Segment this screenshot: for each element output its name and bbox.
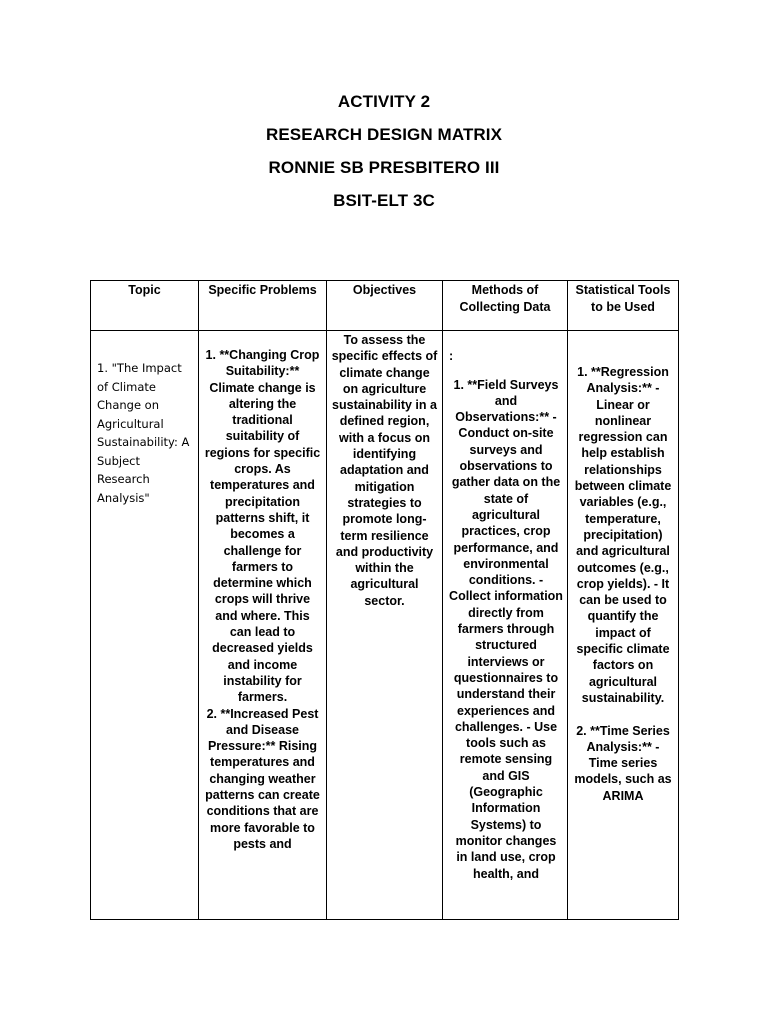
methods-text: 1. **Field Surveys and Observations:** - Conduct on-site surveys and observations to gather data on the state of agricultural practices, crop performance, and environmental conditions. - Collect information directly from farmers through structured interviews or questionnaires to understand their experiences and challenges. - Use tools such as remote sensing and GIS (Geographic Information Systems) to monitor changes in land use, crop health, and (449, 377, 563, 881)
cell-statistical-tools: 1. **Regression Analysis:** - Linear or nonlinear regression can help establish relationships between climate variables (e.g., temperature, precipitation) and agricultural outcomes (e.g., crop yields). - It can be used to quantify the impact of specific climate factors on agricultural sustainability. 2. **Time Series Analysis:** - Time series models, such as ARIMA (574, 365, 672, 803)
cell-methods (443, 331, 567, 919)
cell-objectives: To assess the specific effects of climate change on agriculture sustainability in a defined region, with a focus on identifying adaptation and mitigation strategies to promote long-term resilience and productivity within the agricultural sector. (331, 333, 438, 608)
document-title: RESEARCH DESIGN MATRIX (265, 125, 503, 144)
course-section: BSIT-ELT 3C (333, 191, 435, 210)
cell-specific-problems: 1. **Changing Crop Suitability:** Climate change is altering the traditional suitability of regions for specific crops. As temperatures and precipitation patterns shift, it becomes a challenge for farmers to determine which crops will thrive and where. This can lead to decreased yields and income instability for farmers. 2. **Increased Pest and Disease Pressure:** Rising temperatures and changing weather patterns can create conditions that are more favorable to pests and (204, 348, 321, 851)
cell-topic: 1. "The Impact of Climate Change on Agricultural Sustainability: A Subject Research Analysis" (97, 361, 190, 505)
header-specific-problems: Specific Problems (208, 283, 317, 297)
header-objectives: Objectives (352, 283, 417, 297)
author-name: RONNIE SB PRESBITERO III (268, 158, 500, 177)
header-topic: Topic (128, 283, 161, 297)
methods-prefix: : (449, 349, 454, 364)
header-statistical-tools: Statistical Tools to be Used (575, 283, 671, 314)
research-design-matrix-table (90, 280, 679, 920)
header-methods: Methods of Collecting Data (459, 283, 551, 314)
activity-title: ACTIVITY 2 (337, 92, 431, 111)
